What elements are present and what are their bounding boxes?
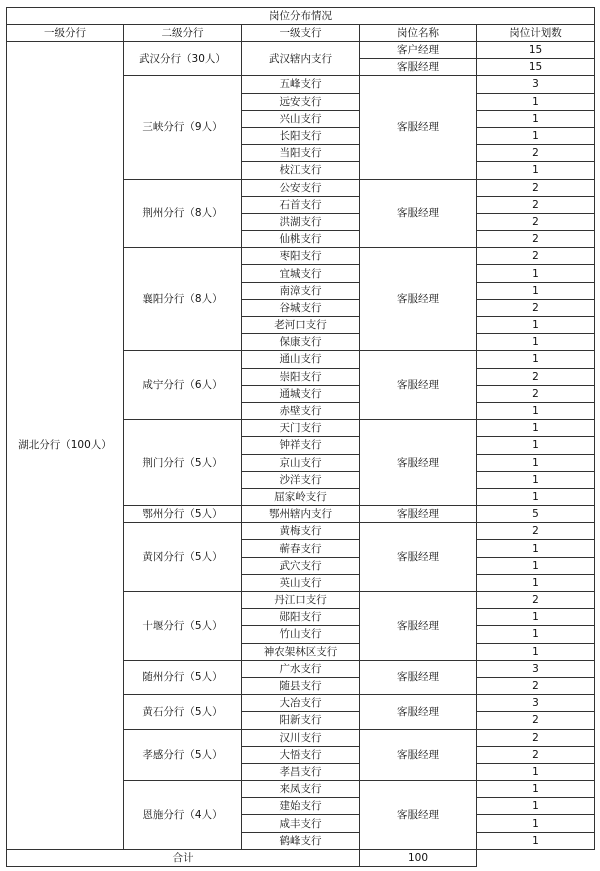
table-title: 岗位分布情况 [7,8,595,25]
position-name-cell: 客服经理 [360,592,477,661]
level2-branch-cell: 孝感分行（5人） [124,729,242,781]
sub-branch-cell: 当阳支行 [242,145,360,162]
level2-branch-cell: 三峡分行（9人） [124,76,242,179]
position-name-cell: 客户经理 [360,42,477,59]
planned-count-cell: 2 [477,677,595,694]
sub-branch-cell: 石首支行 [242,196,360,213]
planned-count-cell: 2 [477,231,595,248]
position-name-cell: 客服经理 [360,248,477,351]
planned-count-cell: 1 [477,127,595,144]
sub-branch-cell: 洪湖支行 [242,213,360,230]
sub-branch-cell: 谷城支行 [242,299,360,316]
level2-branch-cell: 襄阳分行（8人） [124,248,242,351]
table-row [7,42,595,59]
position-name-cell: 客服经理 [360,781,477,850]
table-title-row [7,8,595,25]
sub-branch-cell: 长阳支行 [242,127,360,144]
level2-branch-cell: 恩施分行（4人） [124,781,242,850]
position-name-cell: 客服经理 [360,420,477,506]
sub-branch-cell: 汉川支行 [242,729,360,746]
sub-branch-cell: 仙桃支行 [242,231,360,248]
total-row [7,849,595,866]
position-name-cell: 客服经理 [360,59,477,76]
position-name-cell: 客服经理 [360,506,477,523]
planned-count-cell: 1 [477,781,595,798]
sub-branch-cell: 京山支行 [242,454,360,471]
planned-count-cell: 3 [477,695,595,712]
sub-branch-cell: 枣阳支行 [242,248,360,265]
level1-branch-cell: 湖北分行（100人） [7,42,124,850]
sub-branch-cell: 大悟支行 [242,746,360,763]
planned-count-cell: 1 [477,110,595,127]
sub-branch-cell: 阳新支行 [242,712,360,729]
planned-count-cell: 1 [477,643,595,660]
planned-count-cell: 1 [477,626,595,643]
position-name-cell: 客服经理 [360,76,477,179]
position-name-cell: 客服经理 [360,523,477,592]
level2-branch-cell: 咸宁分行（6人） [124,351,242,420]
planned-count-cell: 1 [477,488,595,505]
sub-branch-cell: 宜城支行 [242,265,360,282]
planned-count-cell: 1 [477,557,595,574]
sub-branch-cell: 保康支行 [242,334,360,351]
planned-count-cell: 1 [477,471,595,488]
total-label-cell: 合计 [7,849,360,866]
planned-count-cell: 1 [477,93,595,110]
planned-count-cell: 3 [477,660,595,677]
sub-branch-cell: 枝江支行 [242,162,360,179]
total-value-cell: 100 [360,849,477,866]
header-level1-branch: 一级分行 [7,25,124,42]
level2-branch-cell: 鄂州分行（5人） [124,506,242,523]
planned-count-cell: 1 [477,798,595,815]
sub-branch-cell: 英山支行 [242,574,360,591]
planned-count-cell: 5 [477,506,595,523]
position-name-cell: 客服经理 [360,351,477,420]
planned-count-cell: 2 [477,712,595,729]
planned-count-cell: 3 [477,76,595,93]
position-name-cell: 客服经理 [360,660,477,694]
planned-count-cell: 2 [477,299,595,316]
sub-branch-cell: 大冶支行 [242,695,360,712]
level2-branch-cell: 荆州分行（8人） [124,179,242,248]
sub-branch-cell: 武穴支行 [242,557,360,574]
level2-branch-cell: 荆门分行（5人） [124,420,242,506]
planned-count-cell: 1 [477,334,595,351]
sub-branch-cell: 屈家岭支行 [242,488,360,505]
sub-branch-cell: 建始支行 [242,798,360,815]
level2-branch-cell: 武汉分行（30人） [124,42,242,76]
sub-branch-cell: 蕲春支行 [242,540,360,557]
planned-count-cell: 2 [477,196,595,213]
sub-branch-cell: 武汉辖内支行 [242,42,360,76]
position-name-cell: 客服经理 [360,729,477,781]
sub-branch-cell: 五峰支行 [242,76,360,93]
header-sub-branch: 一级支行 [242,25,360,42]
planned-count-cell: 2 [477,248,595,265]
sub-branch-cell: 公安支行 [242,179,360,196]
sub-branch-cell: 随县支行 [242,677,360,694]
planned-count-cell: 1 [477,420,595,437]
position-name-cell: 客服经理 [360,695,477,729]
sub-branch-cell: 孝昌支行 [242,763,360,780]
sub-branch-cell: 郧阳支行 [242,609,360,626]
planned-count-cell: 1 [477,574,595,591]
level2-branch-cell: 十堰分行（5人） [124,592,242,661]
planned-count-cell: 2 [477,179,595,196]
planned-count-cell: 2 [477,729,595,746]
sub-branch-cell: 竹山支行 [242,626,360,643]
sub-branch-cell: 鹤峰支行 [242,832,360,849]
header-level2-branch: 二级分行 [124,25,242,42]
sub-branch-cell: 赤壁支行 [242,402,360,419]
header-position-name: 岗位名称 [360,25,477,42]
planned-count-cell: 2 [477,592,595,609]
planned-count-cell: 2 [477,145,595,162]
table-header-row [7,25,595,42]
planned-count-cell: 15 [477,59,595,76]
sub-branch-cell: 兴山支行 [242,110,360,127]
sub-branch-cell: 通山支行 [242,351,360,368]
sub-branch-cell: 广水支行 [242,660,360,677]
sub-branch-cell: 黄梅支行 [242,523,360,540]
planned-count-cell: 1 [477,609,595,626]
sub-branch-cell: 远安支行 [242,93,360,110]
planned-count-cell: 1 [477,815,595,832]
level2-branch-cell: 随州分行（5人） [124,660,242,694]
planned-count-cell: 1 [477,437,595,454]
level2-branch-cell: 黄冈分行（5人） [124,523,242,592]
planned-count-cell: 2 [477,746,595,763]
sub-branch-cell: 天门支行 [242,420,360,437]
sub-branch-cell: 老河口支行 [242,317,360,334]
position-name-cell: 客服经理 [360,179,477,248]
planned-count-cell: 2 [477,368,595,385]
sub-branch-cell: 通城支行 [242,385,360,402]
sub-branch-cell: 来凤支行 [242,781,360,798]
planned-count-cell: 1 [477,402,595,419]
planned-count-cell: 1 [477,454,595,471]
sub-branch-cell: 南漳支行 [242,282,360,299]
planned-count-cell: 2 [477,523,595,540]
sub-branch-cell: 丹江口支行 [242,592,360,609]
planned-count-cell: 1 [477,763,595,780]
sub-branch-cell: 咸丰支行 [242,815,360,832]
header-planned-count: 岗位计划数 [477,25,595,42]
planned-count-cell: 1 [477,832,595,849]
sub-branch-cell: 沙洋支行 [242,471,360,488]
planned-count-cell: 1 [477,162,595,179]
sub-branch-cell: 崇阳支行 [242,368,360,385]
planned-count-cell: 1 [477,351,595,368]
planned-count-cell: 2 [477,385,595,402]
planned-count-cell: 15 [477,42,595,59]
level2-branch-cell: 黄石分行（5人） [124,695,242,729]
planned-count-cell: 2 [477,213,595,230]
position-distribution-table-wrapper [6,7,595,867]
planned-count-cell: 1 [477,317,595,334]
planned-count-cell: 1 [477,540,595,557]
sub-branch-cell: 神农架林区支行 [242,643,360,660]
sub-branch-cell: 钟祥支行 [242,437,360,454]
planned-count-cell: 1 [477,282,595,299]
position-distribution-table [6,7,595,867]
planned-count-cell: 1 [477,265,595,282]
sub-branch-cell: 鄂州辖内支行 [242,506,360,523]
